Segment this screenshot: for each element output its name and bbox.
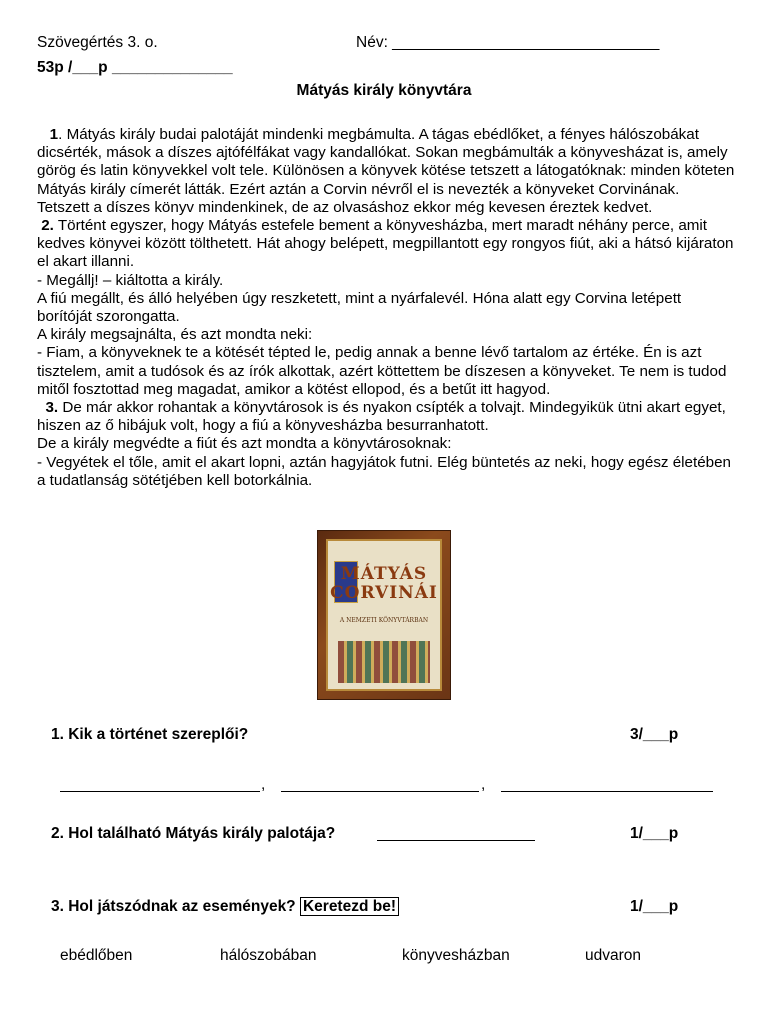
question-1-points: 3/___p <box>630 726 679 743</box>
story-line: - Fiam, a könyveknek te a kötését tépted le, pedig annak a benne lévő tartalom az értéke. Én is azt tisztelem, amit a tudósok és az írók alkottak, azért köttettem be díszesen a könyveket. Te nem is tudod mitől fosztottad meg magadat, amikor a kötést ellopod, és a betűt itt hagyod. <box>37 344 727 398</box>
question-3-instruction: Keretezd be! <box>300 897 399 916</box>
answer-separator: , <box>481 776 486 793</box>
book-cover-page <box>326 539 442 691</box>
story-line: De a király megvédte a fiút és azt mondta a könyvtárosoknak: <box>37 435 452 453</box>
question-1: 1. Kik a történet szereplői? <box>51 726 249 743</box>
book-cover-title-line2: CORVINÁI <box>330 583 438 603</box>
score-line: 53p /___p ______________ <box>37 59 233 76</box>
book-cover-subtitle: A NEMZETI KÖNYVTÁRBAN <box>339 617 429 624</box>
story-line: Tetszett a díszes könyv mindenkinek, de az olvasáshoz ekkor még kevesen éreztek kedvet. <box>37 198 653 216</box>
option-ebedloben[interactable]: ebédlőben <box>60 947 133 964</box>
option-udvaron[interactable]: udvaron <box>585 947 642 964</box>
book-cover-image <box>318 531 450 699</box>
book-cover-title <box>328 565 440 603</box>
story-line: - Vegyétek el tőle, amit el akart lopni, aztán hagyjátok futni. Elég büntetés az neki, hogy egész életében a tudatlanság sötétjében kell botorkálnia. <box>37 453 731 489</box>
story-paragraph-2: 2. Történt egyszer, hogy Mátyás estefele bement a könyvesházba, mert maradt néhány perce, amit kedves könyvei között tölthetett. Hát ahogy belépett, megpillantott egy rongyos fiút, aki a hátsó kijáraton el akart illanni. <box>37 217 734 271</box>
story-paragraph-3: 3. De már akkor rohantak a könyvtárosok is és nyakon csípték a tolvajt. Mindegyikük ütni akart egyet, hiszen az ő hibájuk volt, hogy a fiú a könyvesházba besurranhatott. <box>37 399 726 435</box>
answer-blank-2[interactable] <box>281 791 479 792</box>
book-cover-title-line1: MÁTYÁS <box>340 564 428 584</box>
page-title: Mátyás király könyvtára <box>296 82 472 99</box>
question-3 <box>51 898 399 916</box>
answer-separator: , <box>261 776 266 793</box>
subject-label: Szövegértés 3. o. <box>37 34 158 51</box>
story-line: A király megsajnálta, és azt mondta neki: <box>37 326 313 344</box>
story-text <box>37 126 737 490</box>
question-2-points: 1/___p <box>630 825 679 842</box>
story-line: A fiú megállt, és álló helyében úgy reszketett, mint a nyárfalevél. Hóna alatt egy Corvina letépett borítóját szorongatta. <box>37 289 682 326</box>
answer-blank-palace[interactable] <box>377 840 535 841</box>
question-3-label: 3. Hol játszódnak az események? <box>51 898 296 915</box>
option-haloszobaban[interactable]: hálószobában <box>220 947 317 964</box>
name-field[interactable]: Név: _______________________________ <box>356 34 660 51</box>
answer-blank-3[interactable] <box>501 791 713 792</box>
question-3-points: 1/___p <box>630 898 679 915</box>
book-ornament <box>338 641 430 683</box>
option-konyveshazban[interactable]: könyvesházban <box>402 947 510 964</box>
story-line: - Megállj! – kiáltotta a király. <box>37 271 224 289</box>
question-2: 2. Hol található Mátyás király palotája? <box>51 825 336 842</box>
story-paragraph-1: 1. Mátyás király budai palotáját mindenki megbámulta. A tágas ebédlőket, a fényes hálószobákat dicsérték, mások a díszes ajtófélfákat vagy kandallókat. Sokan megbámulták a könyvesházat is, amely görög és latin könyvekkel volt tele. Különösen a könyvek kötése tetszett a látogatóknak: minden köteten Mátyás király címerét látták. Ezért aztán a Corvin névről el is nevezték a könyveket Corvinának. <box>37 126 735 198</box>
answer-blank-1[interactable] <box>60 791 260 792</box>
